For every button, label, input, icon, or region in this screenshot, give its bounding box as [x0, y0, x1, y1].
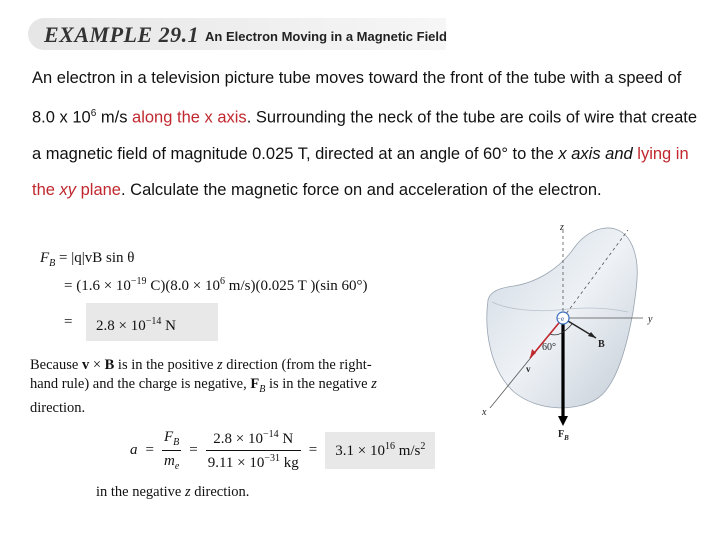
equation-force-formula — [40, 250, 134, 269]
final-axis: z — [184, 484, 191, 500]
acc-den-sub: e — [174, 460, 180, 472]
acc-den-symbol: m — [163, 452, 175, 469]
b-vector-label: B — [598, 339, 605, 350]
force-result-unit: N — [161, 318, 176, 334]
problem-text: . Surrounding the neck of the tube are coils of wire that create a magnetic field of magnitude 0.025 T, directed at an angle of 60° to the — [32, 108, 698, 163]
acc-equals: = — [308, 441, 318, 458]
acc-fraction-numeric — [206, 429, 301, 472]
final-direction-text — [96, 484, 249, 501]
axis-z: z — [371, 376, 377, 392]
force-result-box — [86, 303, 218, 341]
example-title: An Electron Moving in a Magnetic Field — [205, 29, 447, 44]
electron-label: −e — [557, 315, 565, 323]
eq2-part: C)(8.0 × 10 — [146, 278, 221, 294]
fb-label-main: F — [558, 429, 565, 440]
vector-fb: F — [250, 376, 260, 392]
explanation-text: direction. — [30, 399, 86, 416]
equation-force-result-eq: = — [64, 314, 73, 330]
highlight-along-x: along the x axis — [132, 108, 247, 127]
problem-text: . Calculate the magnetic force on and acceleration of the electron. — [121, 180, 602, 199]
eq2-exp: 6 — [220, 276, 226, 287]
eq2-part: = (1.6 × 10 — [64, 278, 131, 294]
acc-symbol: a — [130, 441, 138, 458]
acc-den-value: 9.11 × 10 — [207, 454, 265, 471]
acc-fraction-symbolic — [162, 429, 181, 472]
vector-v: v — [81, 357, 90, 373]
explanation-text: direction (from the right- — [222, 357, 372, 373]
angle-label: 60° — [542, 342, 556, 353]
v-vector-label: v — [526, 364, 531, 374]
axis-z: z — [217, 357, 223, 373]
final-text: direction. — [190, 484, 250, 500]
acc-equals: = — [145, 441, 154, 458]
acc-num-symbol: F — [163, 428, 174, 445]
acc-result-unit-exp: 2 — [420, 440, 426, 452]
z-axis-label: z — [560, 222, 564, 233]
explanation-text: Because — [30, 357, 82, 373]
force-result-mantissa: 2.8 × 10 — [96, 318, 146, 334]
vector-fb-sub: B — [259, 383, 266, 395]
equation-force-substitution — [64, 276, 368, 295]
explanation-paragraph — [30, 356, 470, 418]
explanation-text: × — [89, 357, 105, 373]
eq2-exp: −19 — [130, 276, 147, 287]
explanation-text: is in the positive — [114, 357, 218, 373]
highlight-plane-xy: xy — [59, 180, 77, 199]
acc-equals: = — [189, 441, 198, 458]
fb-vector-label — [558, 429, 569, 440]
acc-result-exp: 16 — [384, 440, 395, 452]
equation-acceleration — [130, 430, 435, 470]
problem-exponent: 6 — [90, 108, 97, 119]
force-result-exp: −14 — [145, 316, 162, 327]
acc-den-unit: kg — [280, 454, 299, 471]
explanation-text: hand rule) and the charge is negative, — [30, 376, 251, 392]
highlight-plane-a: lying in the — [32, 144, 689, 199]
acc-den-exp: −31 — [264, 452, 281, 464]
fb-vector-arrowhead — [558, 416, 568, 426]
problem-text: m/s — [96, 108, 133, 127]
eq1-rhs: = |q|vB sin θ — [59, 250, 135, 266]
acc-result-unit: m/s — [394, 442, 421, 459]
example-number-label: EXAMPLE 29.1 — [44, 22, 200, 47]
acc-num-sub: B — [173, 436, 180, 448]
acc-result-value: 3.1 × 10 — [335, 442, 385, 459]
tv-tube-diagram — [478, 220, 710, 440]
fb-label-sub: B — [564, 434, 569, 440]
acc-num-unit: N — [278, 430, 294, 447]
x-axis-label: x — [482, 407, 487, 418]
vector-b: B — [104, 357, 115, 373]
eq1-lhs-sub: B — [49, 258, 56, 269]
highlight-plane-c: plane — [76, 180, 121, 199]
eq2-part: m/s)(0.025 T )(sin 60°) — [225, 278, 368, 294]
y-axis-label: y — [648, 314, 653, 325]
problem-text: An electron in a television picture tube moves toward the front of the tube with a speed of 8.0 x 10 — [32, 69, 682, 127]
explanation-text: is in the negative — [265, 376, 372, 392]
acc-num-value: 2.8 × 10 — [213, 430, 263, 447]
acceleration-result-box — [325, 432, 435, 469]
acc-num-exp: −14 — [263, 428, 279, 440]
problem-italic: x axis and — [558, 144, 638, 163]
problem-statement — [32, 60, 704, 208]
final-text: in the negative — [96, 484, 185, 500]
eq1-lhs: F — [40, 250, 50, 266]
